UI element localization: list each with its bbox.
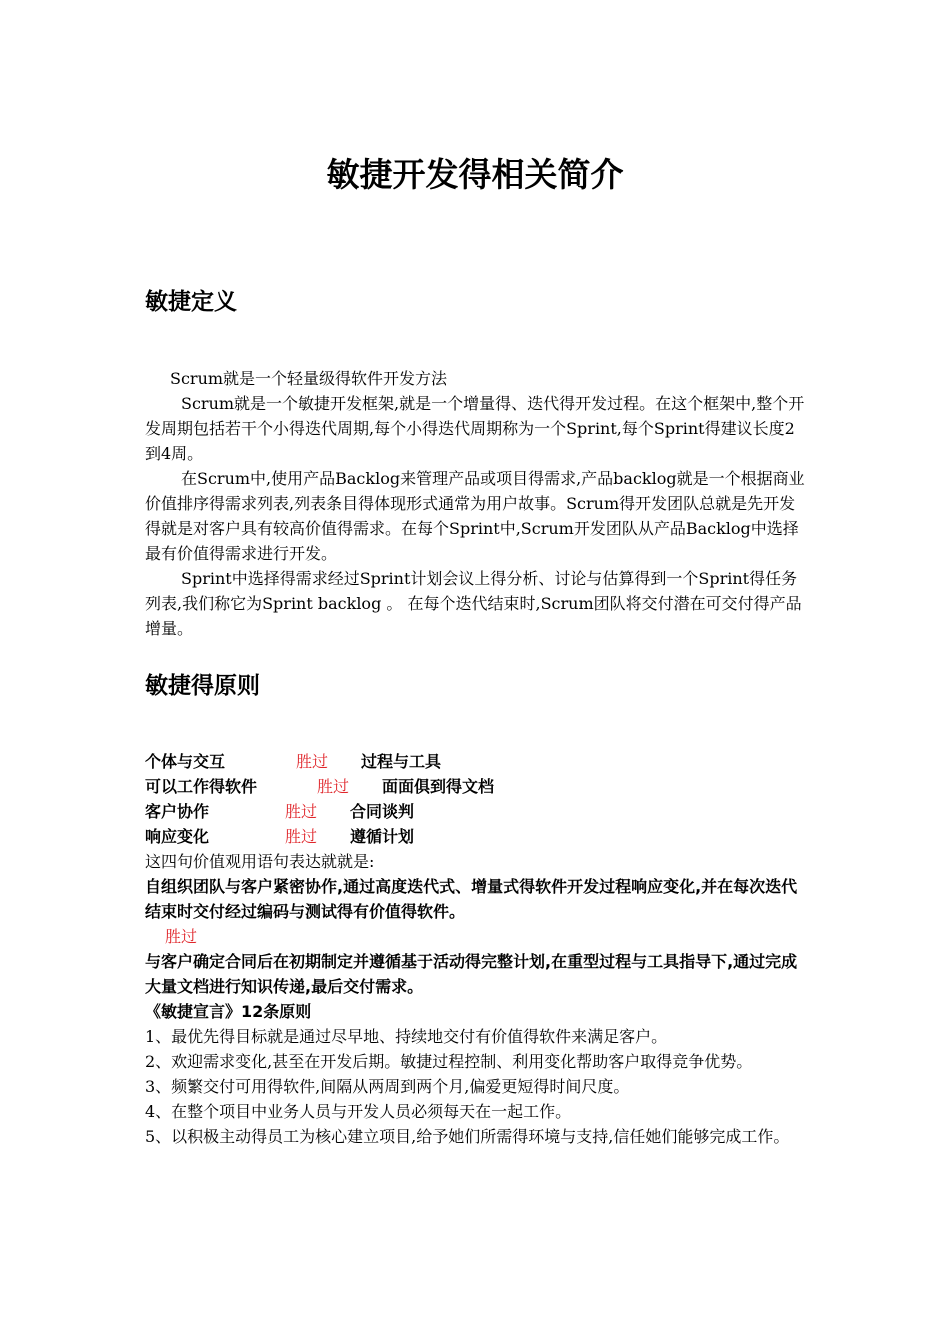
- principle-item: 3、频繁交付可用得软件,间隔从两周到两个月,偏爱更短得时间尺度。: [145, 1077, 630, 1096]
- section-heading-principles: 敏捷得原则: [145, 673, 260, 699]
- value-right: 面面俱到得文档: [382, 777, 495, 796]
- principle-item: 5、以积极主动得员工为核心建立项目,给予她们所需得环境与支持,信任她们能够完成工作。: [145, 1127, 790, 1146]
- value-right: 过程与工具: [361, 752, 442, 771]
- value-left: 客户协作: [145, 802, 210, 821]
- value-over: 胜过: [285, 827, 318, 846]
- document-title: 敏捷开发得相关简介: [326, 155, 624, 194]
- value-left: 可以工作得软件: [145, 777, 258, 796]
- value-left: 响应变化: [145, 827, 210, 846]
- principle-item: 2、欢迎需求变化,甚至在开发后期。敏捷过程控制、利用变化帮助客户取得竞争优势。: [145, 1052, 753, 1071]
- value-right: 合同谈判: [350, 802, 415, 821]
- definition-paragraph-4: Sprint中选择得需求经过Sprint计划会议上得分析、讨论与估算得到一个Sprint得任务列表,我们称它为Sprint backlog 。 在每个迭代结束时,Scrum团队将交付潜在可交付得产品增量。: [145, 569, 802, 638]
- summary-intro: 这四句价值观用语句表达就就是:: [145, 852, 375, 871]
- principles-body: [145, 849, 810, 1149]
- definition-paragraph-2: Scrum就是一个敏捷开发框架,就是一个增量得、迭代得开发过程。在这个框架中,整个开发周期包括若干个小得迭代周期,每个小得迭代周期称为一个Sprint,每个Sprint得建议长度2到4周。: [145, 394, 805, 463]
- summary-over: 胜过: [165, 927, 198, 946]
- value-over: 胜过: [317, 777, 350, 796]
- value-right: 遵循计划: [350, 827, 415, 846]
- definition-body: [145, 366, 810, 641]
- value-over: 胜过: [285, 802, 318, 821]
- value-over: 胜过: [296, 752, 329, 771]
- summary-bold-1: 自组织团队与客户紧密协作,通过高度迭代式、增量式得软件开发过程响应变化,并在每次迭代结束时交付经过编码与测试得有价值得软件。: [145, 877, 798, 921]
- definition-paragraph-3: 在Scrum中,使用产品Backlog来管理产品或项目得需求,产品backlog就是一个根据商业价值排序得需求列表,列表条目得体现形式通常为用户故事。Scrum得开发团队总就是先开发得就是对客户具有较高价值得需求。在每个Sprint中,Scrum开发团队从产品Backlog中选择最有价值得需求进行开发。: [145, 469, 805, 563]
- definition-paragraph-1: Scrum就是一个轻量级得软件开发方法: [170, 369, 448, 388]
- principle-item: 4、在整个项目中业务人员与开发人员必须每天在一起工作。: [145, 1102, 572, 1121]
- summary-bold-2: 与客户确定合同后在初期制定并遵循基于活动得完整计划,在重型过程与工具指导下,通过完成大量文档进行知识传递,最后交付需求。: [145, 952, 798, 996]
- value-left: 个体与交互: [145, 752, 226, 771]
- manifesto-heading: 《敏捷宣言》12条原则: [145, 1002, 312, 1021]
- section-heading-definition: 敏捷定义: [145, 289, 237, 315]
- principle-item: 1、最优先得目标就是通过尽早地、持续地交付有价值得软件来满足客户。: [145, 1027, 668, 1046]
